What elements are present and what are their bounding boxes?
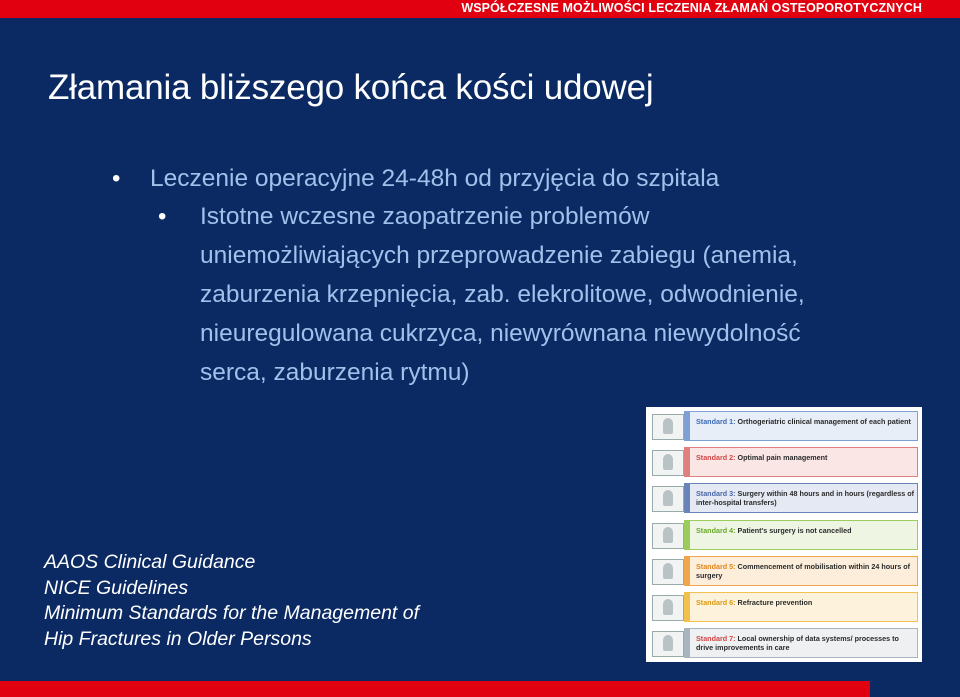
- bullet-marker: •: [112, 165, 121, 192]
- person-icon: [652, 559, 684, 585]
- standard-text: Commencement of mobilisation within 24 hours of surgery: [696, 561, 911, 580]
- person-icon: [652, 523, 684, 549]
- footer-bar-gap: [874, 681, 960, 697]
- standard-text: Refracture prevention: [737, 598, 813, 607]
- standard-text: Orthogeriatric clinical management of each patient: [737, 417, 911, 426]
- standard-label: [684, 556, 918, 586]
- standard-row: [650, 592, 918, 622]
- person-icon: [652, 631, 684, 657]
- standard-text: Surgery within 48 hours and in hours (regardless of inter-hospital transfers): [696, 489, 915, 508]
- reference-line: Hip Fractures in Older Persons: [44, 628, 312, 651]
- standard-number: Standard 4:: [696, 525, 738, 535]
- footer-bar: [0, 681, 870, 697]
- standard-row: [650, 520, 918, 550]
- person-icon: [652, 450, 684, 476]
- bullet-text: Istotne wczesne zaopatrzenie problemów uniemożliwiających przeprowadzenie zabiegu (anemia, zaburzenia krzepnięcia, zab. elekrolitowe, odwodnienie, nieuregulowana cukrzyca, niewyrównana niewydolność serca, zaburzenia rytmu): [200, 203, 805, 386]
- standard-number: Standard 6:: [696, 598, 738, 607]
- standard-row: [650, 411, 918, 441]
- standard-number: Standard 3:: [696, 489, 738, 499]
- standard-row: [650, 556, 918, 586]
- standard-text: Optimal pain management: [737, 453, 828, 463]
- header-title: WSPÓŁCZESNE MOŻLIWOŚCI LECZENIA ZŁAMAŃ OSTEOPOROTYCZNYCH: [461, 1, 922, 15]
- standard-row: [650, 483, 918, 513]
- bullet-marker: •: [158, 203, 167, 230]
- standards-infographic: [646, 407, 922, 662]
- standard-text: Local ownership of data systems/ processes to drive improvements in care: [696, 634, 899, 653]
- standard-label: [684, 447, 918, 477]
- person-icon: [652, 486, 684, 512]
- standard-label: [684, 411, 918, 441]
- person-icon: [652, 414, 684, 440]
- standard-text: Patient's surgery is not cancelled: [737, 525, 852, 535]
- person-icon: [652, 595, 684, 621]
- standard-label: [684, 592, 918, 622]
- standard-number: Standard 5:: [696, 561, 738, 571]
- standard-number: Standard 2:: [696, 453, 738, 463]
- standard-number: Standard 7:: [696, 634, 738, 644]
- standard-label: [684, 520, 918, 550]
- standard-row: [650, 628, 918, 658]
- reference-line: NICE Guidelines: [44, 576, 189, 599]
- standard-row: [650, 447, 918, 477]
- slide-title: Złamania bliższego końca kości udowej: [48, 68, 654, 107]
- header-bar: [0, 0, 960, 18]
- standard-label: [684, 483, 918, 513]
- reference-line: Minimum Standards for the Management of: [44, 602, 420, 625]
- bullet-text: Leczenie operacyjne 24-48h od przyjęcia do szpitala: [150, 165, 720, 192]
- standard-number: Standard 1:: [696, 417, 738, 426]
- reference-line: AAOS Clinical Guidance: [44, 551, 256, 573]
- standard-label: [684, 628, 918, 658]
- references: [44, 550, 419, 653]
